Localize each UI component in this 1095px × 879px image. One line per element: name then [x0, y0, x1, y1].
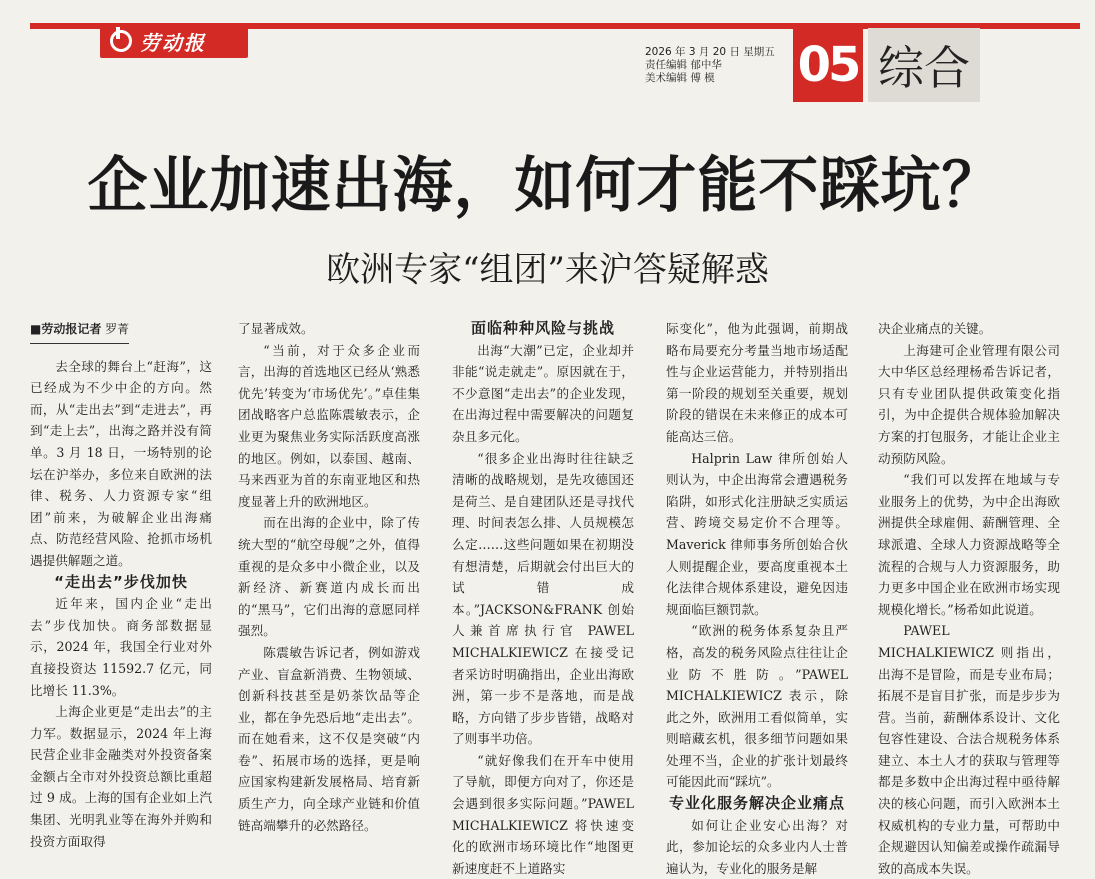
section-heading-1: “走出去”步伐加快 — [54, 572, 188, 591]
art-editor: 美术编辑 傅 模 — [645, 72, 715, 84]
paragraph: 出海“大潮”已定，企业却并非能“说走就走”。原因就在于，不少意图“走出去”的企业发现，在出海过程中需要解决的问题复杂且多元化。 — [452, 342, 634, 444]
section-heading-2: 面临种种风险与挑战 — [470, 319, 615, 337]
paragraph: “很多企业出海时往往缺乏清晰的战略规划，是先攻德国还是荷兰、是自建团队还是寻找代理、时间表怎么排、人员规模怎么定……这些问题如果在初期没有想清楚，后期就会付出巨大的试错成本。”JACKSON&FRANK 创始人兼首席执行官 PAWEL MICHALKIEWICZ 在接受记者采访时明确指出，企业出海欧洲，第一步不是落地，而是战略，方向错了步步皆错，战略对了则事半功倍。 — [452, 450, 634, 747]
paragraph: 了显著成效。 — [238, 321, 314, 336]
paragraph: 陈震敏告诉记者，例如游戏产业、盲盒新消费、生物领域、创新科技甚至是奶茶饮品等企业，都在争先恐后地“走出去”。而在她看来，这不仅是突破“内卷”、拓展市场的选择，更是响应国家构建新发展格局、培育新质生产力，向全球产业链和价值链高端攀升的必然路径。 — [238, 644, 420, 833]
paragraph: PAWEL MICHALKIEWICZ 则指出，出海不是冒险，而是专业布局；拓展不是盲目扩张，而是步步为营。当前，薪酬体系设计、文化包容性建设、合法合规税务体系建立、本土人才的获取与管理等都是多数中企出海过程中亟待解决的核心问题，而引入欧洲本土权威机构的专业力量，可帮助中企规避因认知偏差或操作疏漏导致的高成本失误。 — [878, 623, 1060, 876]
section-heading-3: 专业化服务解决企业痛点 — [668, 794, 845, 813]
logo-mark-icon — [110, 30, 132, 52]
byline-name: 罗菁 — [105, 322, 130, 336]
article-column-4 — [666, 318, 848, 876]
byline — [30, 319, 129, 344]
issue-meta — [645, 46, 775, 85]
paragraph: Halprin Law 律所创始人则认为，中企出海常会遭遇税务陷阱，如形式化注册缺乏实质运营、跨境交易定价不合理等。Maverick 律师事务所创始合伙人则提醒企业，要高度重视本土化法律合规体系建设，避免因违规面临巨额罚款。 — [666, 450, 848, 617]
article-headline: 企业加速出海，如何才能不踩坑？ — [87, 151, 1003, 221]
page-number: 05 — [797, 37, 859, 93]
newspaper-logo — [100, 24, 248, 58]
paragraph: 决企业痛点的关键。 — [878, 321, 992, 336]
article-column-1 — [30, 318, 212, 863]
paragraph: “欧洲的税务体系复杂且严格，高发的税务风险点往往让企业防不胜防。”PAWEL MICHALKIEWICZ 表示，除此之外，欧洲用工看似简单，实则暗藏玄机，很多细节问题如果处理不当，企业的扩张计划最终可能因此而“踩坑”。 — [666, 623, 848, 790]
byline-label: ■劳动报记者 — [30, 322, 102, 336]
paragraph: 而在出海的企业中，除了传统大型的“航空母舰”之外，值得重视的是众多中小微企业，以及新经济、新赛道内成长而出的“黑马”，它们出海的意愿同样强烈。 — [238, 515, 420, 639]
paragraph: 际变化”，他为此强调，前期战略布局要充分考量当地市场适配性与企业运营能力，并特别指出第一阶段的规划至关重要，规划阶段的错误在未来修正的成本可能高达三倍。 — [666, 321, 848, 444]
paragraph: 去全球的舞台上“赶海”，这已经成为不少中企的方向。然而，从“走出去”到“走进去”，再到“走上去”，出海之路并没有简单。3 月 18 日，一场特别的论坛在沪举办，多位来自欧洲的法律、税务、人力资源专家“组团”前来，为破解企业出海痛点、防范经营风险、抢抓市场机遇提供解题之道。 — [30, 358, 212, 568]
paragraph: 上海企业更是“走出去”的主力军。数据显示，2024 年上海民营企业非金融类对外投资备案金额占全市对外投资总额比重超过 9 成。上海的国有企业如上汽集团、光明乳业等在海外并购和投资方面取得 — [30, 704, 212, 849]
logo-text: 劳动报 — [140, 30, 206, 55]
page-number-box — [793, 28, 863, 102]
paragraph: 如何让企业安心出海？对此，参加论坛的众多业内人士普遍认为，专业化的服务是解 — [666, 817, 848, 876]
paragraph: 近年来，国内企业“走出去”步伐加快。商务部数据显示，2024 年，我国全行业对外直接投资达 11592.7 亿元，同比增长 11.3%。 — [30, 596, 212, 698]
section-name: 综合 — [878, 41, 970, 95]
article-column-5 — [878, 318, 1060, 876]
section-box — [868, 28, 980, 102]
responsible-editor: 责任编辑 郁中华 — [645, 59, 722, 71]
paragraph: “当前，对于众多企业而言，出海的首选地区已经从‘熟悉优先’转变为‘市场优先’。”卓佳集团战略客户总监陈震敏表示，企业更为聚焦业务实际活跃度高涨的地区。例如，以泰国、越南、马来西亚为首的东南亚地区和热度显著上升的欧洲地区。 — [238, 342, 420, 509]
paragraph: “就好像我们在开车中使用了导航，即便方向对了，你还是会遇到很多实际问题。”PAWEL MICHALKIEWICZ 将快速变化的欧洲市场环境比作“地图更新速度赶不上道路实 — [452, 752, 634, 876]
article-column-3 — [452, 318, 634, 876]
article-column-2 — [238, 318, 420, 863]
paragraph: “我们可以发挥在地域与专业服务上的优势，为中企出海欧洲提供全球雇佣、薪酬管理、全球派遣、全球人力资源战略等全流程的合规与人力资源服务，助力更多中国企业在欧洲市场实现规模化增长。”杨希如此说道。 — [878, 472, 1060, 617]
paragraph: 上海建可企业管理有限公司大中华区总经理杨希告诉记者，只有专业团队提供政策变化指引，为中企提供合规体验加解决方案的打包服务，才能让企业主动预防风险。 — [878, 342, 1060, 466]
article-subheadline: 欧洲专家“组团”来沪答疑解惑 — [326, 250, 769, 290]
issue-date: 2026 年 3 月 20 日 星期五 — [645, 46, 775, 58]
